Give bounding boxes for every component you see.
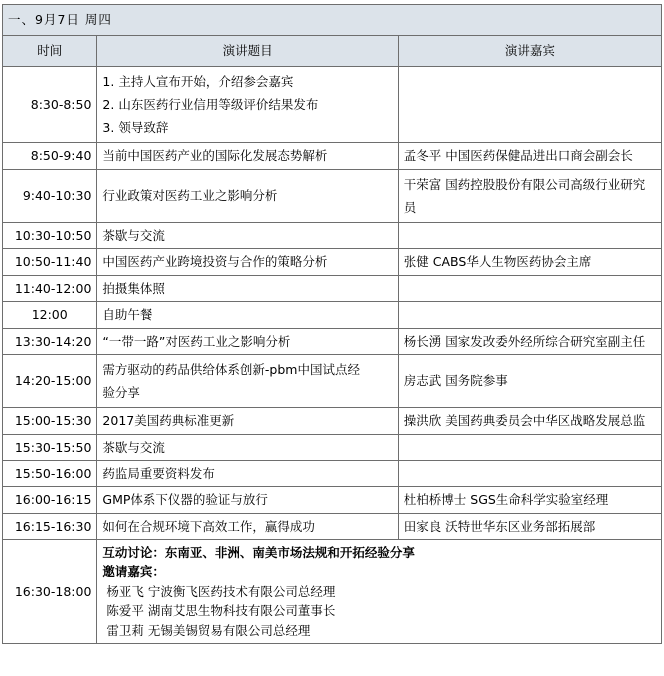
session-guest: 操洪欣 美国药典委员会中华区战略发展总监 (398, 408, 661, 434)
session-guest: 张健 CABS华人生物医药协会主席 (398, 249, 661, 275)
session-guest: 杜柏桥博士 SGS生命科学实验室经理 (398, 487, 661, 513)
column-header-time: 时间 (3, 36, 97, 67)
session-guest-line: 干荣富 国药控股股份有限公司高级行业研究 (403, 176, 646, 192)
agenda-table (2, 4, 662, 644)
panel-guests-subheading: 邀请嘉宾： (102, 564, 165, 580)
session-guest: 孟冬平 中国医药保健品进出口商会副会长 (398, 143, 661, 169)
session-time: 14:20-15:00 (3, 354, 97, 407)
session-time: 8:30-8:50 (3, 67, 97, 143)
table-row (3, 354, 662, 407)
session-time: 15:50-16:00 (3, 460, 97, 486)
session-topic-line: 需方驱动的药品供给体系创新-pbm中国试点经 (102, 361, 360, 377)
session-topic: “一带一路”对医药工业之影响分析 (97, 328, 398, 354)
session-time: 8:50-9:40 (3, 143, 97, 169)
session-guest (398, 67, 661, 143)
table-row (3, 460, 662, 486)
session-guest (398, 275, 661, 301)
session-time: 13:30-14:20 (3, 328, 97, 354)
session-topic: 拍摄集体照 (97, 275, 398, 301)
session-topic: 2017美国药典标准更新 (97, 408, 398, 434)
session-topic: 行业政策对医药工业之影响分析 (97, 169, 398, 222)
session-guest (398, 434, 661, 460)
session-topic: 自助午餐 (97, 302, 398, 328)
panel-discussion-block (97, 540, 662, 644)
session-topic-line: 验分享 (102, 385, 140, 400)
table-row (3, 302, 662, 328)
session-topic: 药监局重要资料发布 (97, 460, 398, 486)
session-guest: 田家良 沃特世华东区业务部拓展部 (398, 513, 661, 539)
session-guest (398, 223, 661, 249)
session-guest: 房志武 国务院参事 (398, 354, 661, 407)
session-time: 12:00 (3, 302, 97, 328)
session-topic: 当前中国医药产业的国际化发展态势解析 (97, 143, 398, 169)
panel-guest-item: 雷卫莉 无锡美锡贸易有限公司总经理 (106, 622, 311, 638)
table-row (3, 223, 662, 249)
session-topic (97, 67, 398, 143)
session-topic-line: 1. 主持人宣布开始，介绍参会嘉宾 (102, 74, 294, 89)
panel-guest-list (102, 582, 656, 640)
table-row (3, 434, 662, 460)
table-row (3, 513, 662, 539)
table-row (3, 487, 662, 513)
session-time: 16:15-16:30 (3, 513, 97, 539)
session-time: 15:00-15:30 (3, 408, 97, 434)
session-topic: 茶歇与交流 (97, 223, 398, 249)
panel-guest-item: 杨亚飞 宁波衡飞医药技术有限公司总经理 (106, 583, 336, 599)
session-topic (97, 354, 398, 407)
column-header-guest: 演讲嘉宾 (398, 36, 661, 67)
agenda-header-row (3, 36, 662, 67)
panel-guest-item: 陈爱平 湖南艾思生物科技有限公司董事长 (106, 603, 336, 619)
column-header-topic: 演讲题目 (97, 36, 398, 67)
session-topic-line: 2. 山东医药行业信用等级评价结果发布 (102, 97, 319, 113)
table-row (3, 249, 662, 275)
table-row (3, 408, 662, 434)
session-guest-line: 员 (403, 199, 417, 215)
session-guest (398, 302, 661, 328)
session-topic: 如何在合规环境下高效工作，赢得成功 (97, 513, 398, 539)
session-guest (398, 460, 661, 486)
session-guest (398, 169, 661, 222)
session-topic: GMP体系下仪器的验证与放行 (97, 487, 398, 513)
panel-discussion-heading: 互动讨论：东南亚、非洲、南美市场法规和开拓经验分享 (102, 545, 415, 560)
session-topic: 中国医药产业跨境投资与合作的策略分析 (97, 249, 398, 275)
session-time: 15:30-15:50 (3, 434, 97, 460)
session-time: 10:30-10:50 (3, 223, 97, 249)
table-row (3, 169, 662, 222)
agenda-title-row (3, 5, 662, 36)
session-time: 16:00-16:15 (3, 487, 97, 513)
table-row-panel-discussion (3, 540, 662, 644)
table-row (3, 143, 662, 169)
table-row (3, 67, 662, 143)
session-time: 16:30-18:00 (3, 540, 97, 644)
session-topic: 茶歇与交流 (97, 434, 398, 460)
session-time: 11:40-12:00 (3, 275, 97, 301)
session-topic-line: 3. 领导致辞 (102, 120, 169, 136)
session-time: 10:50-11:40 (3, 249, 97, 275)
session-time: 9:40-10:30 (3, 169, 97, 222)
session-guest: 杨长湧 国家发改委外经所综合研究室副主任 (398, 328, 661, 354)
agenda-title: 一、9月7日 周四 (3, 5, 662, 36)
table-row (3, 328, 662, 354)
table-row (3, 275, 662, 301)
